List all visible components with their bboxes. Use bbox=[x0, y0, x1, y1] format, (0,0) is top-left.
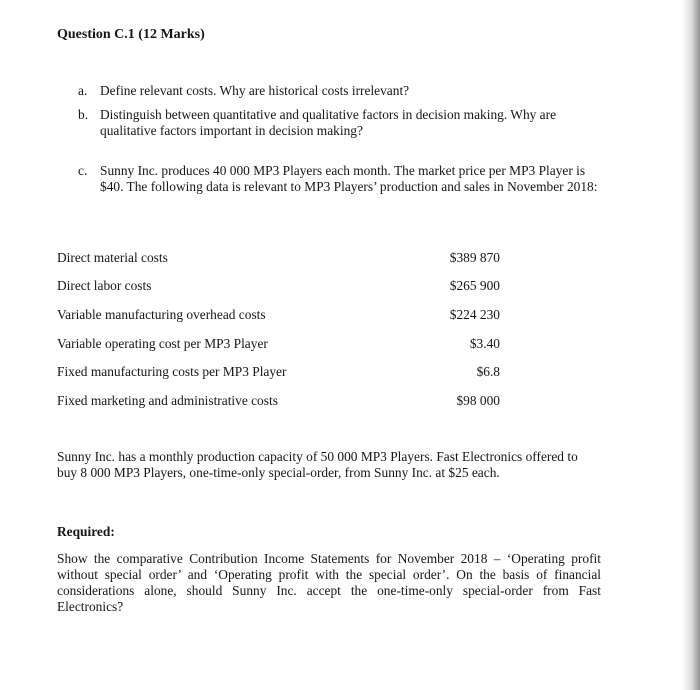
question-a-text: Define relevant costs. Why are historical costs irrelevant? bbox=[100, 83, 410, 98]
cost-value: $6.8 bbox=[476, 364, 500, 379]
question-c bbox=[78, 163, 608, 195]
cost-label: Variable manufacturing overhead costs bbox=[57, 307, 266, 322]
cost-value: $389 870 bbox=[449, 250, 500, 265]
cost-value: $98 000 bbox=[456, 393, 500, 408]
cost-value: $3.40 bbox=[469, 336, 500, 351]
question-c-text: Sunny Inc. produces 40 000 MP3 Players each month. The market price per MP3 Player is $40. The following data is relevant to MP3 Players’ production and sales in November 2018: bbox=[100, 163, 598, 194]
page-edge-shadow bbox=[682, 0, 700, 690]
required-heading: Required: bbox=[57, 524, 115, 539]
cost-label: Direct labor costs bbox=[57, 278, 152, 293]
question-a-label: a. bbox=[78, 83, 88, 98]
required-text: Show the comparative Contribution Income Statements for November 2018 – ‘Operating profit without special order’ and ‘Operating profit with the special order’. On the basis of financial considerations alone, should Sunny Inc. accept the one-time-only special-order from Fast Electronics? bbox=[57, 551, 601, 614]
cost-value: $265 900 bbox=[449, 278, 500, 293]
question-b-label: b. bbox=[78, 107, 89, 122]
question-c-label: c. bbox=[78, 163, 88, 178]
question-a bbox=[78, 83, 608, 99]
cost-label: Direct material costs bbox=[57, 250, 168, 265]
cost-label: Variable operating cost per MP3 Player bbox=[57, 336, 268, 351]
cost-label: Fixed marketing and administrative costs bbox=[57, 393, 278, 408]
question-b bbox=[78, 107, 608, 139]
cost-label: Fixed manufacturing costs per MP3 Player bbox=[57, 364, 287, 379]
capacity-paragraph: Sunny Inc. has a monthly production capacity of 50 000 MP3 Players. Fast Electronics offered to buy 8 000 MP3 Players, one-time-only special-order, from Sunny Inc. at $25 each. bbox=[57, 449, 578, 480]
cost-value: $224 230 bbox=[449, 307, 500, 322]
question-b-text: Distinguish between quantitative and qualitative factors in decision making. Why are qualitative factors important in decision making? bbox=[100, 107, 557, 138]
question-title: Question C.1 (12 Marks) bbox=[57, 27, 205, 42]
